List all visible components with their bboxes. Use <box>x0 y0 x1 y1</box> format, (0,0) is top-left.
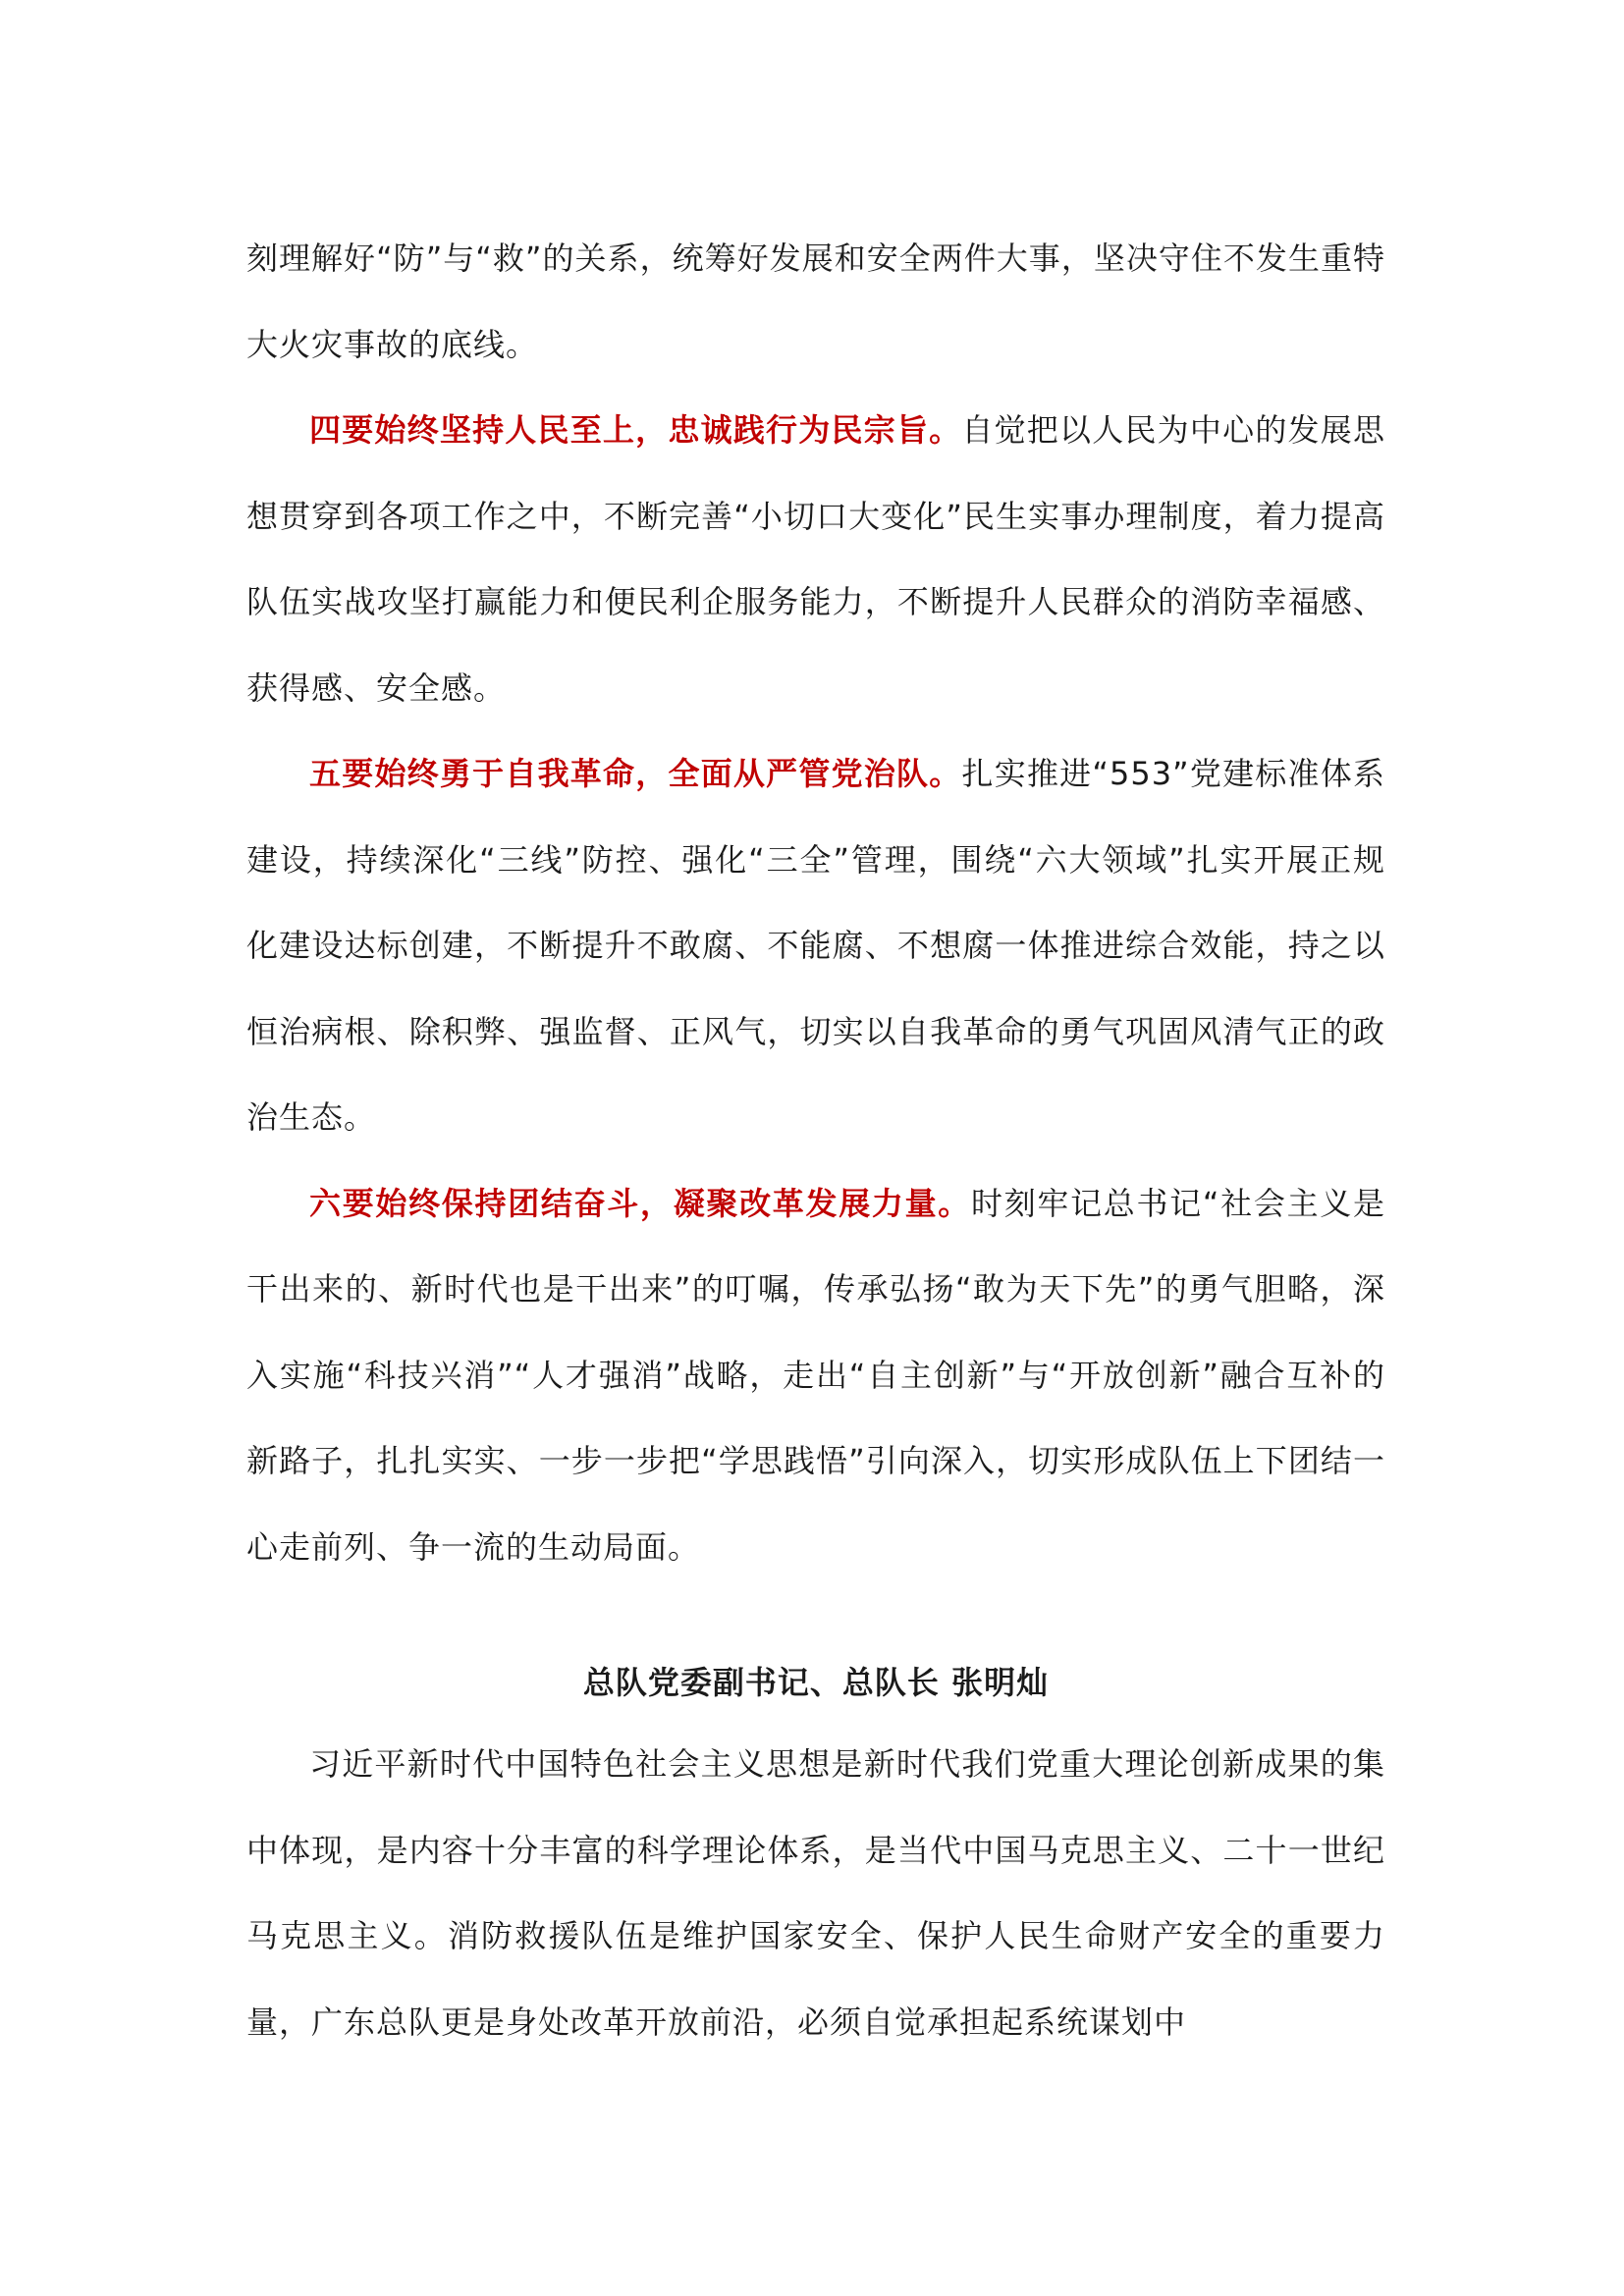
point-lead-5: 五要始终勇于自我革命，全面从严管党治队。 <box>309 755 962 792</box>
point-paragraph-4 <box>246 388 1385 731</box>
point-paragraph-6 <box>246 1161 1385 1591</box>
point-body-5: 扎实推进“553”党建标准体系建设，持续深化“三线”防控、强化“三全”管理，围绕“六大领域”扎实开展正规化建设达标创建，不断提升不敢腐、不能腐、不想腐一体推进综合效能，持之以恒治病根、除积弊、强监督、正风气，切实以自我革命的勇气巩固风清气正的政治生态。 <box>246 755 1385 1136</box>
point-lead-6: 六要始终保持团结奋斗，凝聚改革发展力量。 <box>309 1184 971 1222</box>
speech-paragraph <box>246 1722 1385 2065</box>
speech-text: 习近平新时代中国特色社会主义思想是新时代我们党重大理论创新成果的集中体现，是内容十分丰富的科学理论体系，是当代中国马克思主义、二十一世纪马克思主义。消防救援队伍是维护国家安全、保护人民生命财产安全的重要力量，广东总队更是身处改革开放前沿，必须自觉承担起系统谋划中 <box>246 1745 1385 2041</box>
point-body-6: 时刻牢记总书记“社会主义是干出来的、新时代也是干出来”的叮嘱，传承弘扬“敢为天下先”的勇气胆略，深入实施“科技兴消”“人才强消”战略，走出“自主创新”与“开放创新”融合互补的新路子，扎扎实实、一步一步把“学思践悟”引向深入，切实形成队伍上下团结一心走前列、争一流的生动局面。 <box>246 1184 1385 1566</box>
point-lead-4: 四要始终坚持人民至上，忠诚践行为民宗旨。 <box>309 411 962 449</box>
continuation-paragraph <box>246 216 1385 388</box>
continuation-text: 刻理解好“防”与“救”的关系，统筹好发展和安全两件大事，坚决守住不发生重特大火灾事故的底线。 <box>246 240 1385 363</box>
point-paragraph-5 <box>246 731 1385 1161</box>
article-body-lower <box>246 1722 1385 2065</box>
point-body-4: 自觉把以人民为中心的发展思想贯穿到各项工作之中，不断完善“小切口大变化”民生实事办理制度，着力提高队伍实战攻坚打赢能力和便民利企服务能力，不断提升人民群众的消防幸福感、获得感、安全感。 <box>246 411 1385 707</box>
article-body-upper <box>246 216 1385 1590</box>
speaker-heading: 总队党委副书记、总队长 张明灿 <box>582 1664 1050 1701</box>
